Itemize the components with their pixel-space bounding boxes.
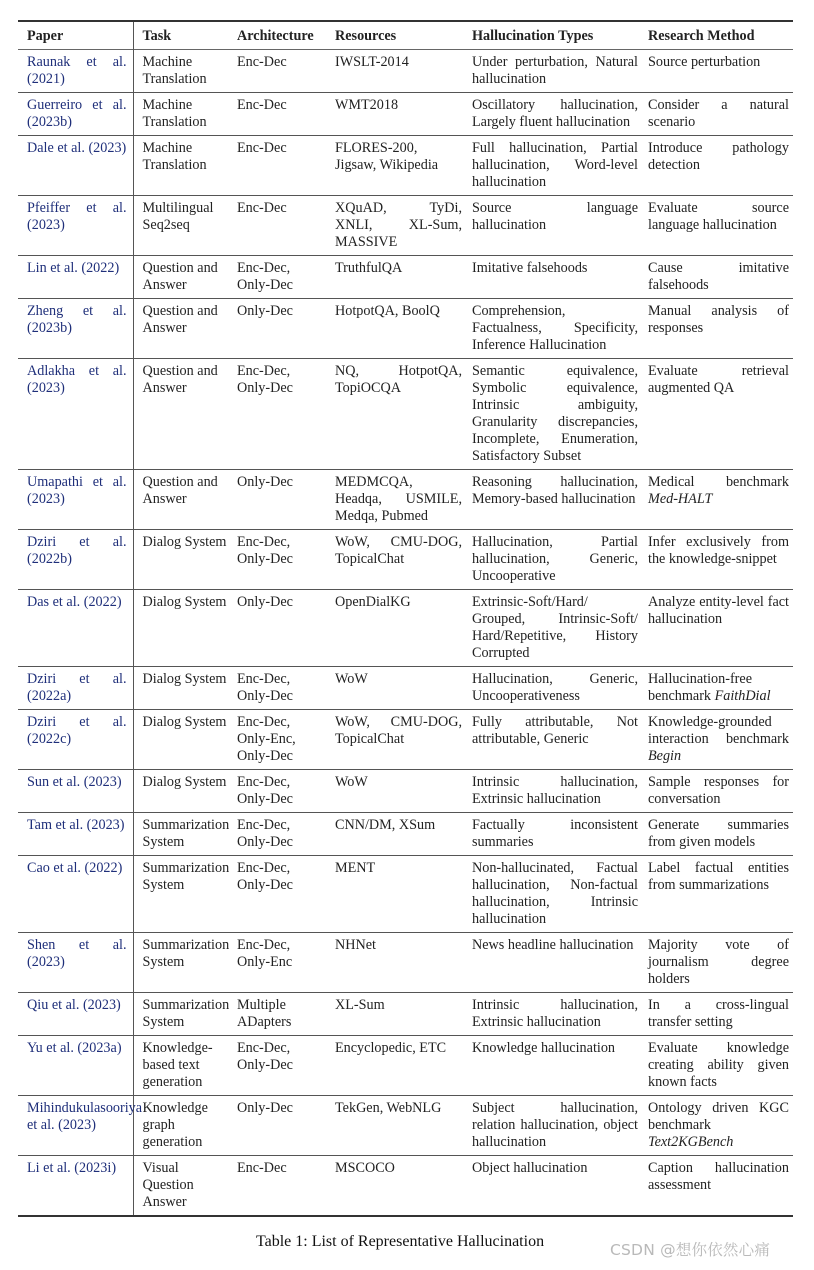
paper-citation-link[interactable]: [18, 530, 133, 590]
resources-cell-text: IWSLT-2014: [335, 54, 409, 70]
resources-cell-text: WoW: [335, 671, 368, 687]
research-method-cell: [642, 136, 793, 196]
paper-citation-link-text[interactable]: Qiu et al. (2023): [27, 997, 121, 1013]
header-architecture: Architecture: [237, 28, 314, 44]
hallucination-types-cell: [466, 770, 642, 813]
hallucination-types-cell: [466, 813, 642, 856]
resources-cell: [329, 299, 466, 359]
resources-cell-text: NQ, HotpotQA, TopiOCQA: [335, 363, 462, 396]
table-row: [18, 530, 793, 590]
paper-citation-link-text[interactable]: Das et al. (2022): [27, 594, 122, 610]
research-method-cell: [642, 299, 793, 359]
resources-cell-text: XQuAD, TyDi, XNLI, XL-Sum, MASSIVE: [335, 200, 462, 250]
resources-cell: [329, 1156, 466, 1217]
hallucination-types-cell: [466, 136, 642, 196]
research-method-cell-text: Evaluate retrieval augmented QA: [648, 363, 789, 396]
architecture-cell: [231, 590, 329, 667]
resources-cell: [329, 256, 466, 299]
architecture-cell-text: Only-Dec: [237, 303, 293, 319]
research-method-cell-text: In a cross-lingual transfer setting: [648, 997, 789, 1030]
task-cell: [133, 770, 231, 813]
architecture-cell: [231, 1096, 329, 1156]
paper-citation-link-text[interactable]: Cao et al. (2022): [27, 860, 123, 876]
research-method-cell: [642, 530, 793, 590]
hallucination-types-cell: [466, 256, 642, 299]
architecture-cell-text: Enc-Dec, Only-Dec: [237, 774, 293, 807]
table-row: [18, 1036, 793, 1096]
research-method-cell: [642, 933, 793, 993]
research-method-cell: [642, 993, 793, 1036]
task-cell-text: Machine Translation: [142, 54, 207, 87]
benchmark-name: Text2KGBench: [648, 1134, 734, 1150]
architecture-cell: [231, 1156, 329, 1217]
hallucination-types-cell-text: Source language hallucination: [472, 200, 638, 233]
resources-cell-text: WoW: [335, 774, 368, 790]
architecture-cell-text: Enc-Dec, Only-Dec: [237, 260, 293, 293]
task-cell-text: Summarization System: [142, 997, 230, 1030]
paper-citation-link-text[interactable]: Shen et al. (2023): [27, 937, 127, 970]
research-method-cell: [642, 470, 793, 530]
research-method-cell: [642, 856, 793, 933]
task-cell-text: Machine Translation: [142, 140, 207, 173]
hallucination-types-cell: [466, 710, 642, 770]
task-cell: [133, 667, 231, 710]
task-cell-text: Question and Answer: [142, 363, 218, 396]
hallucination-types-cell-text: Semantic equivalence, Symbolic equivalence, Intrinsic ambiguity, Granularity discrepancies, Incomplete, Enumeration, Satisfactory Subset: [472, 363, 638, 464]
research-method-cell-text: Cause imitative falsehoods: [648, 260, 789, 293]
architecture-cell-text: Enc-Dec: [237, 54, 287, 70]
architecture-cell-text: Enc-Dec: [237, 97, 287, 113]
resources-cell: [329, 710, 466, 770]
paper-citation-link[interactable]: [18, 1156, 133, 1217]
paper-citation-link[interactable]: [18, 770, 133, 813]
watermark: CSDN @想你依然心痛: [610, 1241, 771, 1259]
task-cell: [133, 1096, 231, 1156]
resources-cell: [329, 933, 466, 993]
architecture-cell-text: Only-Dec: [237, 1100, 293, 1116]
architecture-cell: [231, 530, 329, 590]
research-method-cell-text: Knowledge-grounded interaction benchmark: [648, 714, 789, 747]
task-cell-text: Question and Answer: [142, 260, 218, 293]
hallucination-types-cell-text: Imitative falsehoods: [472, 260, 588, 276]
table-row: [18, 856, 793, 933]
table-row: [18, 136, 793, 196]
hallucination-types-cell-text: Fully attributable, Not attributable, Generic: [472, 714, 638, 747]
resources-cell-text: MENT: [335, 860, 376, 876]
resources-cell: [329, 1096, 466, 1156]
hallucination-types-cell-text: Reasoning hallucination, Memory-based hallucination: [472, 474, 638, 507]
task-cell-text: Knowledge graph generation: [142, 1100, 208, 1150]
resources-cell-text: WMT2018: [335, 97, 399, 113]
header-resources: Resources: [335, 28, 397, 44]
task-cell: [133, 813, 231, 856]
resources-cell: [329, 136, 466, 196]
hallucination-types-cell-text: News headline hallucination: [472, 937, 634, 953]
resources-cell: [329, 470, 466, 530]
hallucination-types-cell: [466, 856, 642, 933]
resources-cell: [329, 530, 466, 590]
architecture-cell-text: Enc-Dec, Only-Dec: [237, 817, 293, 850]
paper-citation-link[interactable]: [18, 470, 133, 530]
table-row: [18, 813, 793, 856]
architecture-cell: [231, 93, 329, 136]
table-header-row: [18, 21, 793, 50]
paper-citation-link-text[interactable]: Dziri et al. (2022b): [27, 534, 127, 567]
hallucination-types-cell: [466, 93, 642, 136]
hallucination-types-cell-text: Object hallucination: [472, 1160, 588, 1176]
architecture-cell-text: Enc-Dec, Only-Dec: [237, 363, 293, 396]
research-method-cell-text: Hallucination-free benchmark: [648, 671, 752, 704]
resources-cell-text: TekGen, WebNLG: [335, 1100, 442, 1116]
architecture-cell: [231, 136, 329, 196]
paper-citation-link-text[interactable]: Sun et al. (2023): [27, 774, 122, 790]
architecture-cell: [231, 299, 329, 359]
research-method-cell-text: Caption hallucination assessment: [648, 1160, 789, 1193]
resources-cell-text: WoW, CMU-DOG, TopicalChat: [335, 534, 462, 567]
research-method-cell: [642, 813, 793, 856]
architecture-cell-text: Only-Dec: [237, 594, 293, 610]
architecture-cell-text: Enc-Dec: [237, 1160, 287, 1176]
paper-citation-link[interactable]: [18, 710, 133, 770]
paper-citation-link[interactable]: [18, 1096, 143, 1156]
paper-citation-link-text[interactable]: Umapathi et al. (2023): [27, 474, 127, 507]
hallucination-table: [18, 20, 793, 1217]
hallucination-types-cell: [466, 196, 642, 256]
resources-cell: [329, 993, 466, 1036]
caption-text: Table 1: List of Representative Hallucination: [255, 1233, 545, 1250]
paper-citation-link[interactable]: [18, 933, 133, 993]
header-hallucination-types: Hallucination Types: [472, 28, 594, 44]
paper-citation-link-text[interactable]: Raunak et al. (2021): [27, 54, 127, 87]
task-cell-text: Visual Question Answer: [142, 1160, 194, 1210]
table-row: [18, 256, 793, 299]
architecture-cell-text: Enc-Dec, Only-Enc: [237, 937, 293, 970]
task-cell: [133, 50, 231, 93]
research-method-cell: [642, 590, 793, 667]
research-method-cell: [642, 50, 793, 93]
research-method-cell: [642, 196, 793, 256]
table-row: [18, 93, 793, 136]
resources-cell: [329, 1036, 466, 1096]
resources-cell-text: WoW, CMU-DOG, TopicalChat: [335, 714, 462, 747]
architecture-cell: [231, 359, 329, 470]
research-method-cell-text: Consider a natural scenario: [648, 97, 789, 130]
resources-cell: [329, 770, 466, 813]
task-cell: [133, 359, 231, 470]
table-row: [18, 667, 793, 710]
research-method-cell: [642, 359, 793, 470]
task-cell: [133, 256, 231, 299]
research-method-cell: [642, 1156, 793, 1217]
paper-citation-link[interactable]: [18, 667, 133, 710]
research-method-cell-text: Evaluate knowledge creating ability given known facts: [648, 1040, 789, 1090]
task-cell: [133, 1036, 231, 1096]
benchmark-name: Begin: [648, 748, 682, 764]
research-method-cell-text: Manual analysis of responses: [648, 303, 789, 336]
research-method-cell-text: Medical benchmark: [648, 474, 789, 490]
task-cell: [133, 136, 231, 196]
task-cell-text: Dialog System: [142, 671, 227, 687]
resources-cell-text: TruthfulQA: [335, 260, 403, 276]
hallucination-types-cell-text: Comprehension, Factualness, Specificity, Inference Hallucination: [472, 303, 638, 353]
architecture-cell-text: Enc-Dec: [237, 140, 287, 156]
hallucination-types-cell-text: Extrinsic-Soft/Hard/ Grouped, Intrinsic-Soft/ Hard/Repetitive, History Corrupted: [472, 594, 638, 661]
hallucination-types-cell: [466, 530, 642, 590]
hallucination-types-cell: [466, 1036, 642, 1096]
architecture-cell-text: Enc-Dec, Only-Dec: [237, 860, 293, 893]
research-method-cell: [642, 1096, 793, 1156]
task-cell-text: Dialog System: [142, 534, 227, 550]
task-cell: [133, 933, 231, 993]
paper-citation-link-text[interactable]: Li et al. (2023i): [27, 1160, 117, 1176]
task-cell-text: Dialog System: [142, 714, 227, 730]
architecture-cell-text: Enc-Dec, Only-Dec: [237, 534, 293, 567]
research-method-cell: [642, 256, 793, 299]
resources-cell-text: XL-Sum: [335, 997, 385, 1013]
paper-citation-link[interactable]: [18, 813, 133, 856]
research-method-cell-text: Majority vote of journalism degree holders: [648, 937, 789, 987]
table-row: [18, 299, 793, 359]
architecture-cell-text: Multiple ADapters: [237, 997, 292, 1030]
table-row: [18, 1096, 793, 1156]
table-row: [18, 470, 793, 530]
hallucination-types-cell: [466, 590, 642, 667]
hallucination-types-cell-text: Factually inconsistent summaries: [472, 817, 638, 850]
paper-citation-link-text[interactable]: Yu et al. (2023a): [27, 1040, 122, 1056]
resources-cell-text: OpenDialKG: [335, 594, 411, 610]
task-cell: [133, 856, 231, 933]
paper-citation-link-text[interactable]: Lin et al. (2022): [27, 260, 120, 276]
paper-citation-link-text[interactable]: Zheng et al. (2023b): [27, 303, 127, 336]
table-row: [18, 359, 793, 470]
resources-cell-text: HotpotQA, BoolQ: [335, 303, 440, 319]
research-method-cell: [642, 1036, 793, 1096]
table-row: [18, 710, 793, 770]
paper-citation-link-text[interactable]: Guerreiro et al. (2023b): [27, 97, 127, 130]
paper-citation-link[interactable]: [18, 196, 133, 256]
research-method-cell-text: Label factual entities from summarizations: [648, 860, 789, 893]
architecture-cell-text: Enc-Dec, Only-Enc, Only-Dec: [237, 714, 296, 764]
resources-cell-text: Encyclopedic, ETC: [335, 1040, 447, 1056]
hallucination-types-cell: [466, 359, 642, 470]
paper-citation-link[interactable]: [18, 136, 133, 196]
research-method-cell: [642, 770, 793, 813]
table-row: [18, 1156, 793, 1217]
hallucination-types-cell-text: Knowledge hallucination: [472, 1040, 616, 1056]
table-row: [18, 196, 793, 256]
task-cell: [133, 196, 231, 256]
task-cell: [133, 93, 231, 136]
paper-citation-link[interactable]: [18, 93, 133, 136]
task-cell-text: Question and Answer: [142, 474, 218, 507]
task-cell: [133, 530, 231, 590]
research-method-cell-text: Generate summaries from given models: [648, 817, 789, 850]
hallucination-types-cell-text: Under perturbation, Natural hallucination: [472, 54, 638, 87]
architecture-cell: [231, 667, 329, 710]
hallucination-table-container: [18, 20, 793, 1217]
paper-citation-link[interactable]: [18, 50, 133, 93]
architecture-cell: [231, 196, 329, 256]
hallucination-types-cell: [466, 667, 642, 710]
resources-cell-text: MEDMCQA, Headqa, USMILE, Medqa, Pubmed: [335, 474, 462, 524]
architecture-cell-text: Enc-Dec: [237, 200, 287, 216]
resources-cell: [329, 813, 466, 856]
task-cell-text: Knowledge-based text generation: [142, 1040, 213, 1090]
architecture-cell: [231, 470, 329, 530]
hallucination-types-cell: [466, 299, 642, 359]
hallucination-types-cell-text: Intrinsic hallucination, Extrinsic hallucination: [472, 997, 638, 1030]
table-row: [18, 770, 793, 813]
paper-citation-link[interactable]: [18, 590, 133, 667]
paper-citation-link[interactable]: [18, 993, 133, 1036]
header-research-method: Research Method: [648, 28, 755, 44]
research-method-cell-text: Analyze entity-level fact hallucination: [648, 594, 789, 627]
architecture-cell: [231, 710, 329, 770]
resources-cell-text: FLORES-200, Jigsaw, Wikipedia: [335, 140, 439, 173]
task-cell-text: Dialog System: [142, 774, 227, 790]
task-cell-text: Summarization System: [142, 937, 230, 970]
resources-cell-text: NHNet: [335, 937, 376, 953]
architecture-cell: [231, 770, 329, 813]
research-method-cell-text: Ontology driven KGC benchmark: [648, 1100, 789, 1133]
hallucination-types-cell: [466, 1096, 642, 1156]
table-row: [18, 590, 793, 667]
architecture-cell-text: Only-Dec: [237, 474, 293, 490]
research-method-cell-text: Introduce pathology detection: [648, 140, 789, 173]
hallucination-types-cell-text: Oscillatory hallucination, Largely fluent hallucination: [472, 97, 638, 130]
architecture-cell: [231, 1036, 329, 1096]
resources-cell-text: MSCOCO: [335, 1160, 395, 1176]
hallucination-types-cell-text: Intrinsic hallucination, Extrinsic hallucination: [472, 774, 638, 807]
resources-cell: [329, 359, 466, 470]
research-method-cell-text: Source perturbation: [648, 54, 761, 70]
architecture-cell: [231, 256, 329, 299]
hallucination-types-cell-text: Hallucination, Partial hallucination, Generic, Uncooperative: [472, 534, 638, 584]
research-method-cell-text: Evaluate source language hallucination: [648, 200, 789, 233]
header-paper: Paper: [18, 21, 133, 50]
architecture-cell: [231, 993, 329, 1036]
task-cell-text: Dialog System: [142, 594, 227, 610]
paper-citation-link-text[interactable]: Tam et al. (2023): [27, 817, 125, 833]
task-cell: [133, 1156, 231, 1217]
task-cell: [133, 590, 231, 667]
task-cell-text: Machine Translation: [142, 97, 207, 130]
benchmark-name: FaithDial: [714, 688, 771, 704]
task-cell: [133, 993, 231, 1036]
paper-citation-link[interactable]: [18, 1036, 133, 1096]
architecture-cell-text: Enc-Dec, Only-Dec: [237, 1040, 293, 1073]
paper-citation-link-text[interactable]: Adlakha et al. (2023): [27, 363, 127, 396]
resources-cell: [329, 856, 466, 933]
table-row: [18, 993, 793, 1036]
hallucination-types-cell: [466, 993, 642, 1036]
task-cell: [133, 710, 231, 770]
hallucination-types-cell-text: Hallucination, Generic, Uncooperativeness: [472, 671, 638, 704]
task-cell-text: Multilingual Seq2seq: [142, 200, 214, 233]
hallucination-types-cell-text: Subject hallucination, relation hallucination, object hallucination: [472, 1100, 638, 1150]
research-method-cell: [642, 93, 793, 136]
architecture-cell: [231, 856, 329, 933]
research-method-cell: [642, 710, 793, 770]
hallucination-types-cell-text: Non-hallucinated, Factual hallucination, Non-factual hallucination, Intrinsic hallucination: [472, 860, 638, 927]
benchmark-name: Med-HALT: [648, 491, 713, 507]
paper-citation-link[interactable]: [18, 856, 133, 933]
paper-citation-link-text[interactable]: Dale et al. (2023): [27, 140, 127, 156]
paper-citation-link[interactable]: [18, 256, 133, 299]
resources-cell: [329, 590, 466, 667]
paper-citation-link-text[interactable]: Pfeiffer et al. (2023): [27, 200, 127, 233]
header-task: Task: [142, 28, 172, 44]
hallucination-types-cell: [466, 50, 642, 93]
paper-citation-link-text[interactable]: Dziri et al. (2022a): [27, 671, 127, 704]
architecture-cell-text: Enc-Dec, Only-Dec: [237, 671, 293, 704]
hallucination-types-cell: [466, 1156, 642, 1217]
table-row: [18, 50, 793, 93]
resources-cell: [329, 196, 466, 256]
architecture-cell: [231, 50, 329, 93]
research-method-cell-text: Sample responses for conversation: [648, 774, 789, 807]
task-cell: [133, 470, 231, 530]
architecture-cell: [231, 813, 329, 856]
task-cell-text: Summarization System: [142, 860, 230, 893]
paper-citation-link[interactable]: [18, 299, 133, 359]
hallucination-types-cell: [466, 933, 642, 993]
resources-cell: [329, 50, 466, 93]
resources-cell: [329, 93, 466, 136]
paper-citation-link-text[interactable]: Dziri et al. (2022c): [27, 714, 127, 747]
architecture-cell: [231, 933, 329, 993]
hallucination-types-cell-text: Full hallucination, Partial hallucination, Word-level hallucination: [472, 140, 638, 190]
table-row: [18, 933, 793, 993]
hallucination-types-cell: [466, 470, 642, 530]
research-method-cell-text: Infer exclusively from the knowledge-snippet: [648, 534, 789, 567]
resources-cell: [329, 667, 466, 710]
resources-cell-text: CNN/DM, XSum: [335, 817, 436, 833]
research-method-cell: [642, 667, 793, 710]
paper-citation-link[interactable]: [18, 359, 133, 470]
task-cell-text: Question and Answer: [142, 303, 218, 336]
task-cell-text: Summarization System: [142, 817, 230, 850]
paper-citation-link-text[interactable]: Mihindukulasooriya et al. (2023): [27, 1100, 143, 1133]
task-cell: [133, 299, 231, 359]
